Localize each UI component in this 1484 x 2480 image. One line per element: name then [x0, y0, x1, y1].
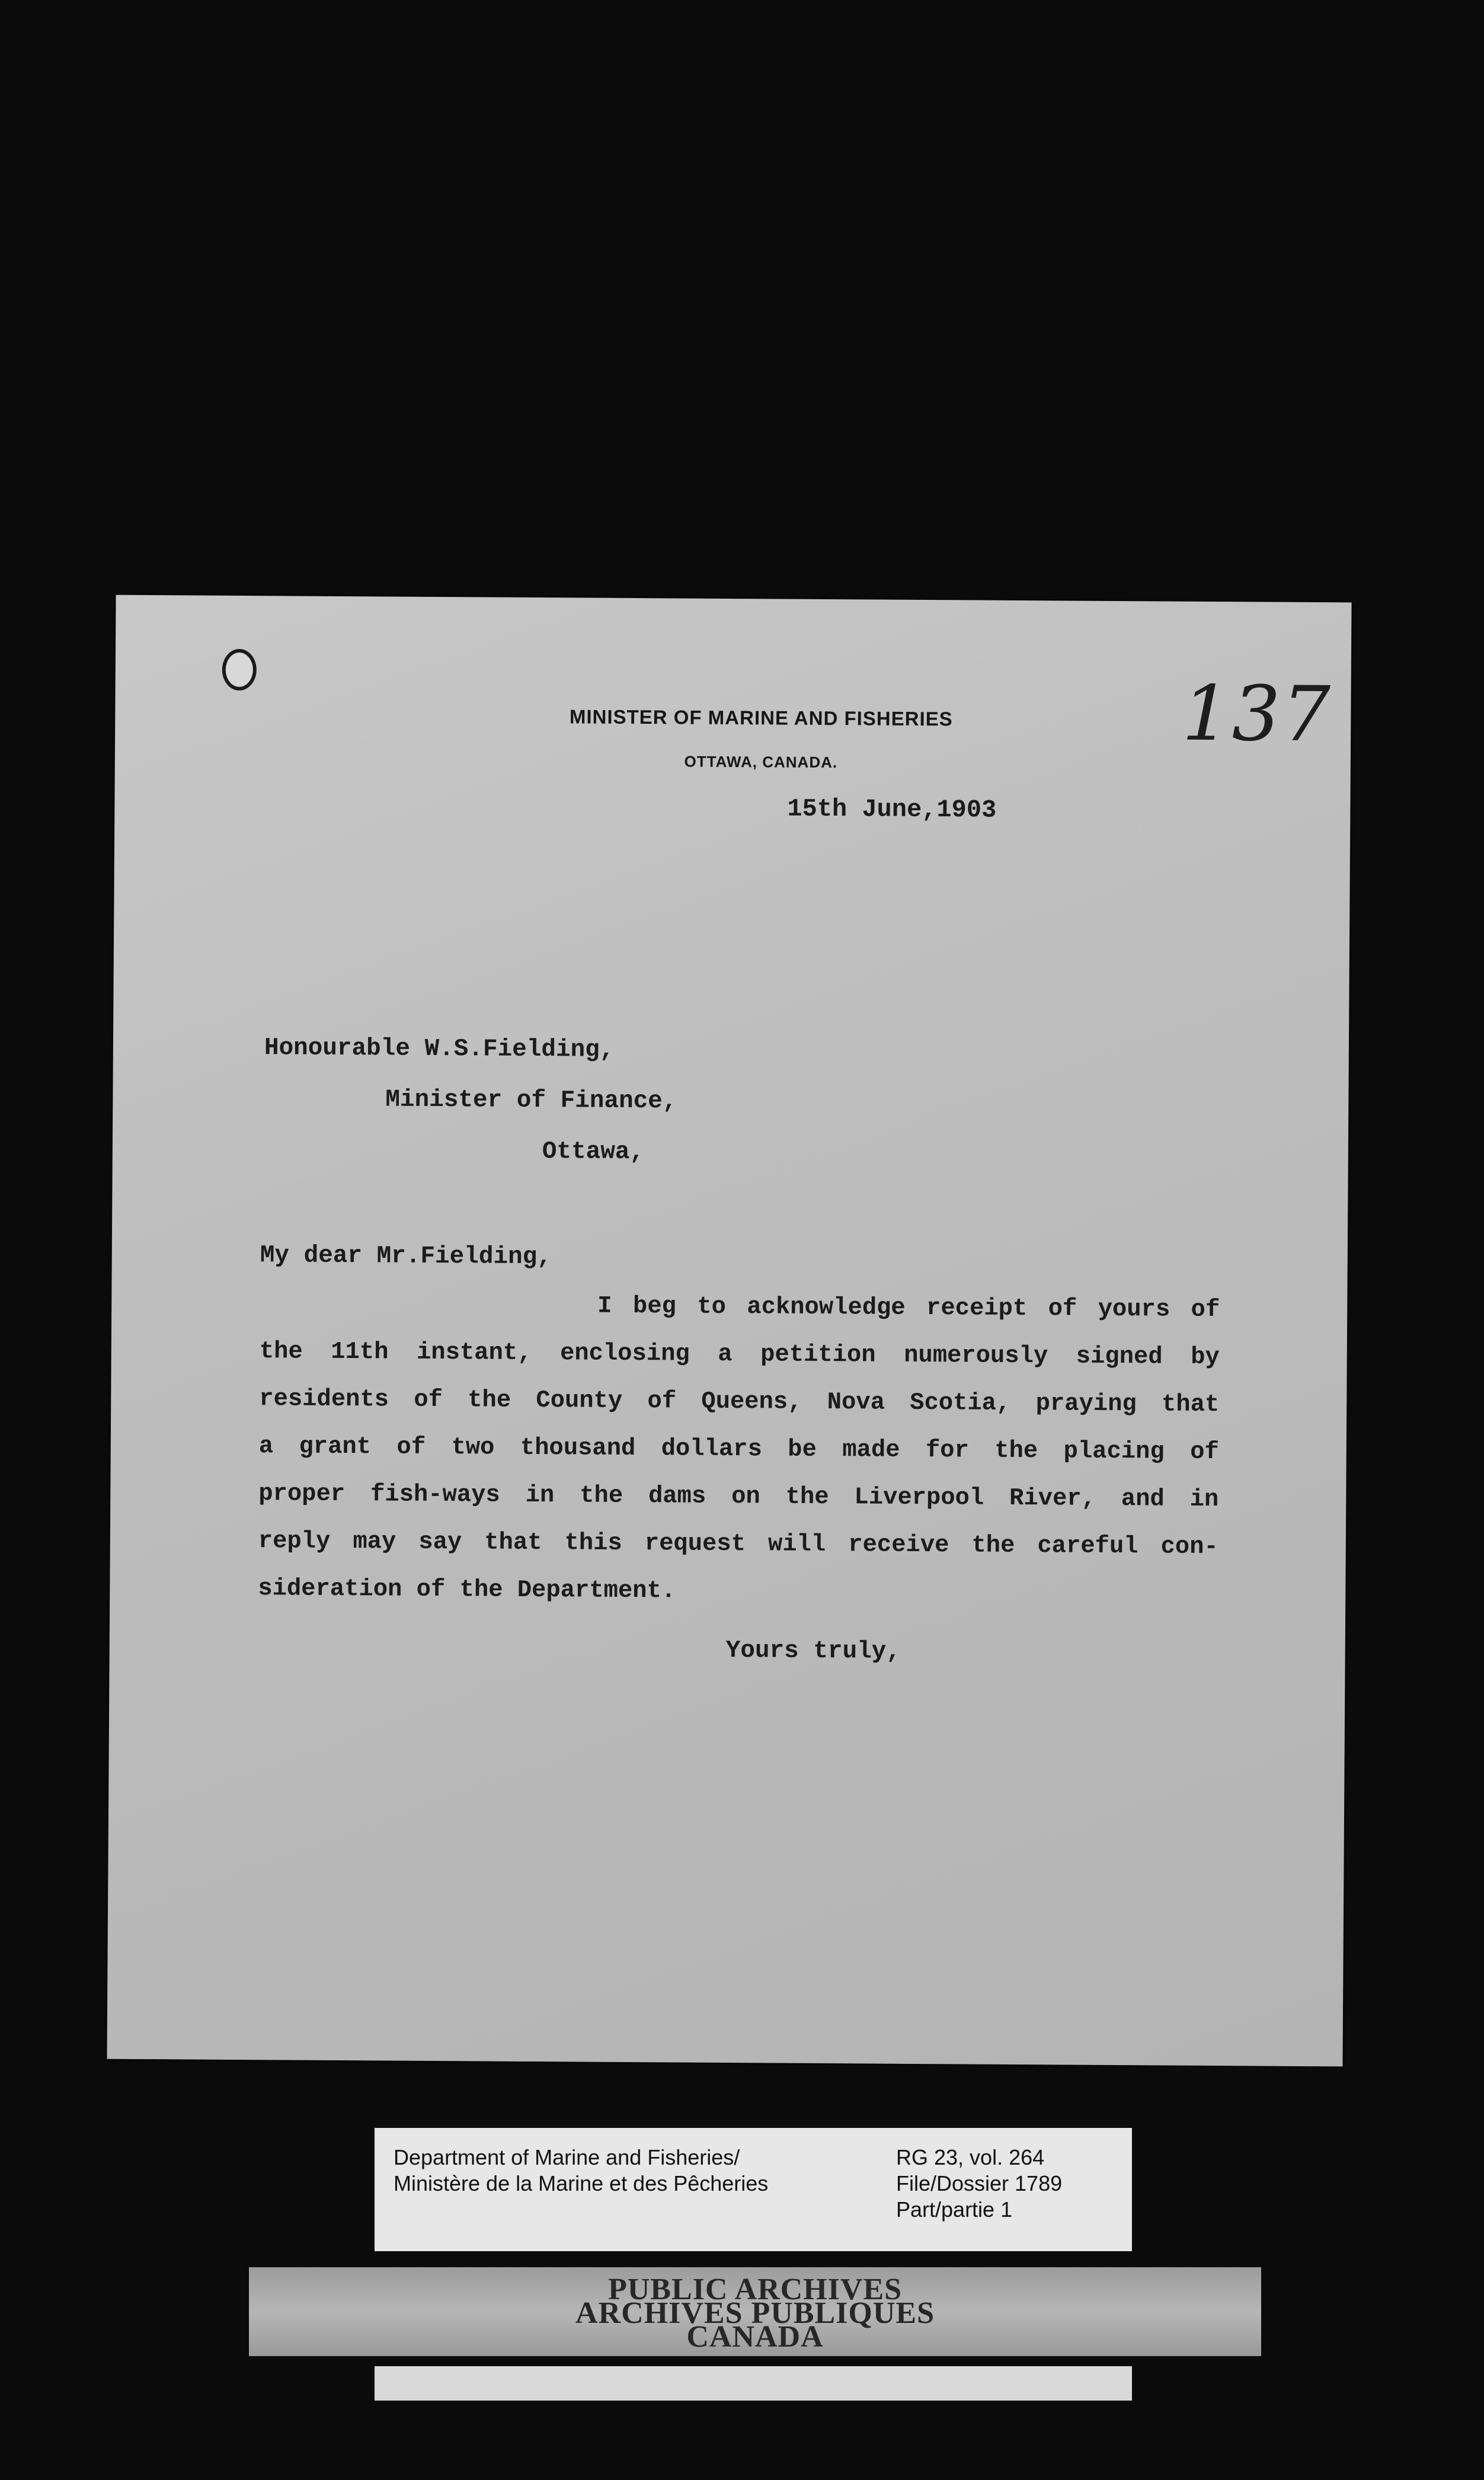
body-line: I beg to acknowledge receipt of yours of	[597, 1292, 1220, 1324]
stamp-line-country: CANADA	[686, 2320, 824, 2354]
stamp-line-english: PUBLIC ARCHIVES	[607, 2273, 903, 2306]
part-number: Part/partie 1	[896, 2197, 1013, 2222]
stamp-line-french: ARCHIVES PUBLIQUES	[575, 2296, 935, 2330]
catalogue-department	[394, 2145, 768, 2197]
body-line: sideration of the Department.	[258, 1575, 676, 1605]
addressee-title: Minister of Finance,	[385, 1086, 677, 1116]
body-line: residents of the County of Queens, Nova Scotia, praying that	[259, 1385, 1220, 1419]
addressee-name: Honourable W.S.Fielding,	[264, 1034, 615, 1064]
folio-number: 137	[1181, 669, 1333, 759]
letter-date: 15th June,1903	[787, 794, 997, 824]
department-english: Department of Marine and Fisheries/	[394, 2145, 740, 2169]
body-line: reply may say that this request will receive the careful con-	[258, 1527, 1218, 1561]
addressee-city: Ottawa,	[542, 1138, 645, 1167]
catalogue-reference	[896, 2145, 1062, 2223]
catalogue-label	[375, 2128, 1132, 2251]
body-line: the 11th instant, enclosing a petition numerously signed by	[259, 1338, 1220, 1372]
salutation: My dear Mr.Fielding,	[260, 1242, 552, 1271]
punch-hole	[222, 649, 257, 691]
letterhead-place: OTTAWA, CANADA.	[684, 752, 838, 772]
bottom-strip	[375, 2366, 1132, 2401]
body-line: proper fish-ways in the dams on the Liverpool River, and in	[258, 1480, 1219, 1514]
file-number: File/Dossier 1789	[896, 2171, 1063, 2195]
body-line: a grant of two thousand dollars be made for the placing of	[258, 1433, 1219, 1466]
record-group: RG 23, vol. 264	[896, 2145, 1045, 2169]
letterhead-title: MINISTER OF MARINE AND FISHERIES	[569, 705, 953, 730]
archives-stamp	[249, 2267, 1261, 2356]
letter-page	[107, 595, 1351, 2067]
department-french: Ministère de la Marine et des Pêcheries	[394, 2171, 769, 2195]
closing: Yours truly,	[725, 1637, 901, 1666]
